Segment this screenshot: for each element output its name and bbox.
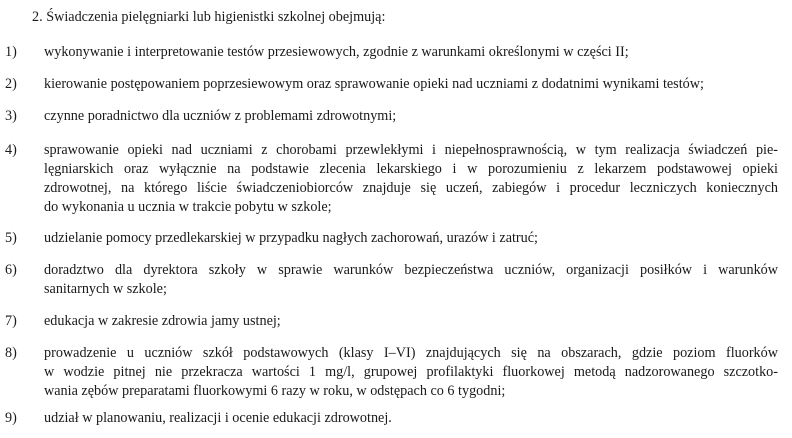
text-line: doradztwo dla dyrektora szkoły w sprawie warunków bezpieczeństwa uczniów, organizacji posiłków i warunków	[44, 262, 778, 278]
text-line: udział w planowaniu, realizacji i ocenie edukacji zdrowotnej.	[44, 410, 392, 426]
list-item-number: 6)	[5, 262, 17, 278]
text-line: czynne poradnictwo dla uczniów z problemami zdrowotnymi;	[44, 108, 397, 124]
list-item-number: 7)	[5, 313, 17, 329]
text-line: w wodzie pitnej nie przekracza wartości 1 mg/l, grupowej profilaktyki fluorkowej metodą nadzorowanego szczotko-	[44, 364, 778, 380]
text-line: do wykonania u ucznia w trakcie pobytu w szkole;	[44, 199, 332, 215]
text-line: wykonywanie i interpretowanie testów przesiewowych, zgodnie z warunkami określonymi w części II;	[44, 44, 629, 60]
text-line: kierowanie postępowaniem poprzesiewowym oraz sprawowanie opieki nad uczniami z dodatnimi wynikami testów;	[44, 76, 704, 92]
list-item-text	[44, 312, 778, 331]
list-item-number: 5)	[5, 230, 17, 246]
list-item-text	[44, 43, 778, 62]
text-line: lęgniarskich oraz wyłącznie na podstawie zlecenia lekarskiego i w porozumieniu z lekarzem podstawowej opieki	[44, 161, 778, 177]
list-item-text	[44, 107, 778, 126]
list-item-text	[44, 141, 778, 217]
text-line: edukacja w zakresie zdrowia jamy ustnej;	[44, 313, 281, 329]
list-item-number: 2)	[5, 76, 17, 92]
text-line: sanitarnych w szkole;	[44, 281, 167, 297]
text-line: udzielanie pomocy przedlekarskiej w przypadku nagłych zachorowań, urazów i zatruć;	[44, 230, 538, 246]
list-item-number: 8)	[5, 345, 17, 361]
list-item-text	[44, 344, 778, 401]
list-item-number: 9)	[5, 410, 17, 426]
text-line: zdrowotnej, na którego liście świadczeniobiorców znajduje się uczeń, zabiegów i procedur leczniczych koniecznych	[44, 180, 778, 196]
section-heading: 2. Świadczenia pielęgniarki lub higienistki szkolnej obejmują:	[32, 9, 386, 25]
list-item-text	[44, 261, 778, 299]
list-item-text	[44, 409, 778, 428]
list-item-number: 4)	[5, 142, 17, 158]
text-line: wania zębów preparatami fluorkowymi 6 razy w roku, w odstępach co 6 tygodni;	[44, 383, 506, 399]
text-line: prowadzenie u uczniów szkół podstawowych (klasy I–VI) znajdujących się na obszarach, gdzie poziom fluorków	[44, 345, 778, 361]
list-item-number: 3)	[5, 108, 17, 124]
list-item-number: 1)	[5, 44, 17, 60]
list-item-text	[44, 229, 778, 248]
list-item-text	[44, 75, 778, 94]
text-line: sprawowanie opieki nad uczniami z chorobami przewlekłymi i niepełnosprawnością, w tym realizacja świadczeń pie-	[44, 142, 778, 158]
